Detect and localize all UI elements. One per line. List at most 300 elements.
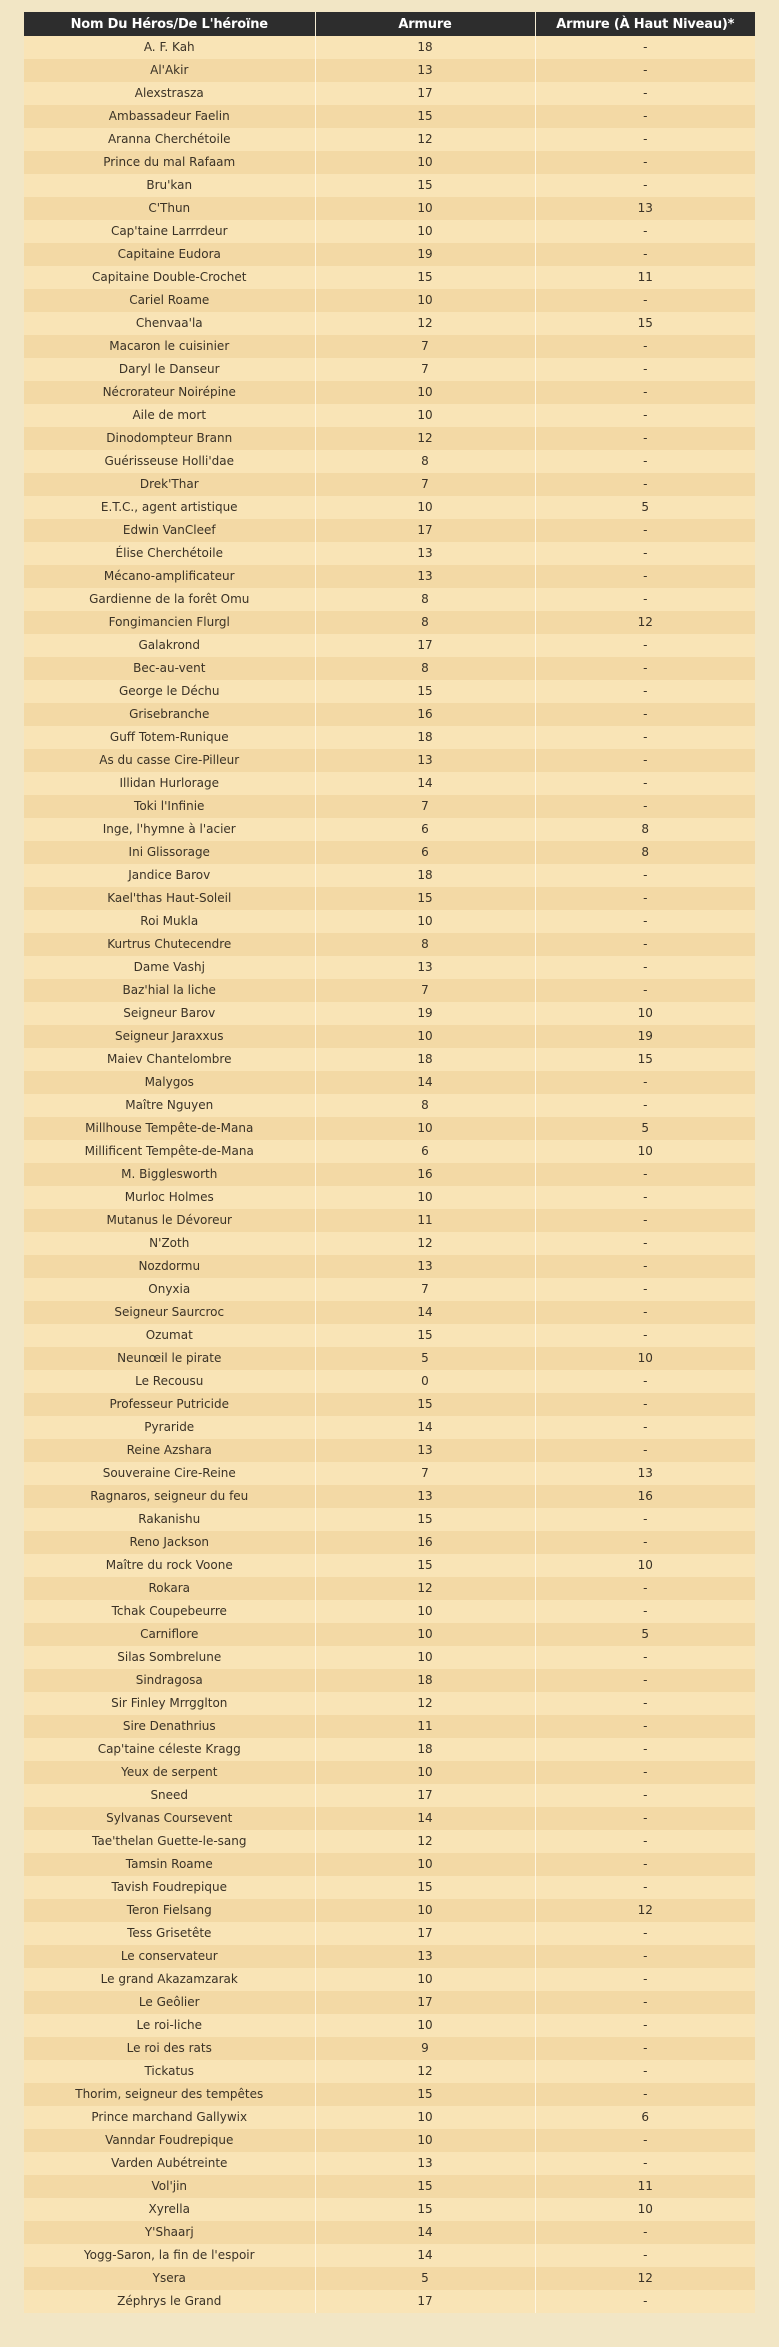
armor-high-level-cell: - <box>535 1922 755 1945</box>
armor-cell: 10 <box>315 151 535 174</box>
table-row <box>24 496 755 519</box>
table-row <box>24 956 755 979</box>
hero-name-cell: Edwin VanCleef <box>24 519 315 542</box>
armor-cell: 19 <box>315 243 535 266</box>
armor-cell: 11 <box>315 1209 535 1232</box>
armor-cell: 0 <box>315 1370 535 1393</box>
armor-cell: 12 <box>315 2060 535 2083</box>
armor-cell: 7 <box>315 1462 535 1485</box>
hero-name-cell: Baz'hial la liche <box>24 979 315 1002</box>
table-row <box>24 657 755 680</box>
armor-high-level-cell: 10 <box>535 1002 755 1025</box>
hero-name-cell: Bru'kan <box>24 174 315 197</box>
table-row <box>24 588 755 611</box>
header-armor: Armure <box>315 12 535 36</box>
header-row <box>24 12 755 36</box>
armor-cell: 16 <box>315 703 535 726</box>
hero-name-cell: Roi Mukla <box>24 910 315 933</box>
armor-high-level-cell: - <box>535 749 755 772</box>
hero-name-cell: Tae'thelan Guette-le-sang <box>24 1830 315 1853</box>
hero-name-cell: Al'Akir <box>24 59 315 82</box>
table-row <box>24 1600 755 1623</box>
hero-name-cell: Cariel Roame <box>24 289 315 312</box>
hero-name-cell: Gardienne de la forêt Omu <box>24 588 315 611</box>
table-row <box>24 1968 755 1991</box>
armor-cell: 10 <box>315 1853 535 1876</box>
armor-high-level-cell: 12 <box>535 611 755 634</box>
hero-name-cell: Sindragosa <box>24 1669 315 1692</box>
hero-name-cell: Dame Vashj <box>24 956 315 979</box>
hero-name-cell: Aranna Cherchétoile <box>24 128 315 151</box>
hero-name-cell: Capitaine Double-Crochet <box>24 266 315 289</box>
hero-name-cell: Tchak Coupebeurre <box>24 1600 315 1623</box>
table-row <box>24 312 755 335</box>
armor-cell: 17 <box>315 519 535 542</box>
armor-high-level-cell: - <box>535 59 755 82</box>
armor-high-level-cell: - <box>535 1531 755 1554</box>
armor-cell: 7 <box>315 1278 535 1301</box>
table-row <box>24 1048 755 1071</box>
table-row <box>24 519 755 542</box>
table-row <box>24 772 755 795</box>
armor-cell: 8 <box>315 657 535 680</box>
hero-name-cell: Drek'Thar <box>24 473 315 496</box>
hero-name-cell: Seigneur Saurcroc <box>24 1301 315 1324</box>
armor-high-level-cell: - <box>535 2221 755 2244</box>
armor-cell: 14 <box>315 1416 535 1439</box>
armor-cell: 15 <box>315 1508 535 1531</box>
armor-cell: 15 <box>315 266 535 289</box>
hero-name-cell: Vanndar Foudrepique <box>24 2129 315 2152</box>
armor-cell: 10 <box>315 1646 535 1669</box>
table-row <box>24 565 755 588</box>
armor-high-level-cell: - <box>535 473 755 496</box>
armor-high-level-cell: - <box>535 1209 755 1232</box>
table-row <box>24 1577 755 1600</box>
table-row <box>24 1186 755 1209</box>
armor-cell: 10 <box>315 1761 535 1784</box>
hero-name-cell: Reno Jackson <box>24 1531 315 1554</box>
armor-cell: 14 <box>315 2221 535 2244</box>
armor-high-level-cell: - <box>535 2060 755 2083</box>
table-row <box>24 36 755 59</box>
armor-high-level-cell: - <box>535 1577 755 1600</box>
table-row <box>24 864 755 887</box>
table-row <box>24 1508 755 1531</box>
table-row <box>24 1347 755 1370</box>
armor-high-level-cell: 5 <box>535 496 755 519</box>
table-row <box>24 1830 755 1853</box>
hero-name-cell: Le roi des rats <box>24 2037 315 2060</box>
armor-high-level-cell: - <box>535 1278 755 1301</box>
table-row <box>24 450 755 473</box>
armor-cell: 18 <box>315 726 535 749</box>
armor-cell: 15 <box>315 1393 535 1416</box>
armor-high-level-cell: - <box>535 105 755 128</box>
armor-cell: 7 <box>315 358 535 381</box>
hero-name-cell: Thorim, seigneur des tempêtes <box>24 2083 315 2106</box>
armor-cell: 5 <box>315 1347 535 1370</box>
armor-cell: 14 <box>315 2244 535 2267</box>
armor-cell: 13 <box>315 59 535 82</box>
armor-high-level-cell: - <box>535 634 755 657</box>
armor-high-level-cell: - <box>535 772 755 795</box>
table-row <box>24 2290 755 2313</box>
table-row <box>24 1209 755 1232</box>
table-row <box>24 2267 755 2290</box>
armor-high-level-cell: 8 <box>535 818 755 841</box>
armor-high-level-cell: - <box>535 2083 755 2106</box>
armor-high-level-cell: - <box>535 1186 755 1209</box>
table-body <box>24 36 755 2313</box>
table-row <box>24 1646 755 1669</box>
header-hero-name: Nom Du Héros/De L'héroïne <box>24 12 315 36</box>
table-row <box>24 2083 755 2106</box>
armor-cell: 10 <box>315 1600 535 1623</box>
hero-name-cell: Macaron le cuisinier <box>24 335 315 358</box>
hero-name-cell: Kurtrus Chutecendre <box>24 933 315 956</box>
armor-cell: 8 <box>315 1094 535 1117</box>
armor-high-level-cell: - <box>535 1968 755 1991</box>
armor-cell: 16 <box>315 1163 535 1186</box>
armor-cell: 10 <box>315 1025 535 1048</box>
armor-cell: 8 <box>315 588 535 611</box>
hero-name-cell: Maiev Chantelombre <box>24 1048 315 1071</box>
hero-name-cell: Teron Fielsang <box>24 1899 315 1922</box>
table-row <box>24 1071 755 1094</box>
armor-cell: 12 <box>315 1692 535 1715</box>
hero-name-cell: M. Bigglesworth <box>24 1163 315 1186</box>
armor-high-level-cell: - <box>535 1600 755 1623</box>
armor-cell: 14 <box>315 1301 535 1324</box>
armor-high-level-cell: - <box>535 2244 755 2267</box>
table-row <box>24 1094 755 1117</box>
table-row <box>24 473 755 496</box>
armor-cell: 10 <box>315 381 535 404</box>
table-row <box>24 1002 755 1025</box>
armor-high-level-cell: - <box>535 1692 755 1715</box>
table-row <box>24 1853 755 1876</box>
armor-cell: 15 <box>315 2083 535 2106</box>
armor-high-level-cell: - <box>535 128 755 151</box>
armor-high-level-cell: - <box>535 956 755 979</box>
hero-name-cell: Tickatus <box>24 2060 315 2083</box>
armor-high-level-cell: - <box>535 1324 755 1347</box>
table-row <box>24 1255 755 1278</box>
heroes-armor-table <box>24 12 755 2313</box>
armor-high-level-cell: 10 <box>535 2198 755 2221</box>
hero-name-cell: Ambassadeur Faelin <box>24 105 315 128</box>
table-row <box>24 1370 755 1393</box>
table-row <box>24 1462 755 1485</box>
armor-high-level-cell: - <box>535 1416 755 1439</box>
armor-cell: 12 <box>315 312 535 335</box>
armor-cell: 13 <box>315 565 535 588</box>
armor-high-level-cell: - <box>535 2290 755 2313</box>
table-row <box>24 795 755 818</box>
armor-high-level-cell: 13 <box>535 197 755 220</box>
armor-high-level-cell: - <box>535 220 755 243</box>
armor-high-level-cell: 11 <box>535 2175 755 2198</box>
armor-high-level-cell: - <box>535 1945 755 1968</box>
hero-name-cell: Guérisseuse Holli'dae <box>24 450 315 473</box>
armor-cell: 17 <box>315 2290 535 2313</box>
table-row <box>24 105 755 128</box>
hero-name-cell: Sylvanas Coursevent <box>24 1807 315 1830</box>
hero-name-cell: Varden Aubétreinte <box>24 2152 315 2175</box>
table-row <box>24 174 755 197</box>
armor-high-level-cell: - <box>535 1853 755 1876</box>
armor-high-level-cell: - <box>535 979 755 1002</box>
armor-cell: 7 <box>315 795 535 818</box>
armor-cell: 8 <box>315 611 535 634</box>
armor-cell: 18 <box>315 1738 535 1761</box>
header-armor-high-level: Armure (À Haut Niveau)* <box>535 12 755 36</box>
hero-name-cell: Élise Cherchétoile <box>24 542 315 565</box>
table-row <box>24 933 755 956</box>
armor-cell: 10 <box>315 220 535 243</box>
armor-cell: 13 <box>315 542 535 565</box>
table-row <box>24 82 755 105</box>
table-row <box>24 1232 755 1255</box>
hero-name-cell: Vol'jin <box>24 2175 315 2198</box>
hero-name-cell: C'Thun <box>24 197 315 220</box>
armor-high-level-cell: - <box>535 82 755 105</box>
hero-name-cell: Prince du mal Rafaam <box>24 151 315 174</box>
armor-high-level-cell: - <box>535 1094 755 1117</box>
armor-high-level-cell: - <box>535 1163 755 1186</box>
table-row <box>24 887 755 910</box>
armor-cell: 12 <box>315 1577 535 1600</box>
table-row <box>24 749 755 772</box>
table-row <box>24 2037 755 2060</box>
hero-name-cell: Professeur Putricide <box>24 1393 315 1416</box>
table-row <box>24 381 755 404</box>
armor-cell: 10 <box>315 910 535 933</box>
armor-high-level-cell: - <box>535 1255 755 1278</box>
hero-name-cell: Cap'taine Larrrdeur <box>24 220 315 243</box>
armor-high-level-cell: 16 <box>535 1485 755 1508</box>
armor-cell: 10 <box>315 1117 535 1140</box>
table-row <box>24 1324 755 1347</box>
armor-cell: 6 <box>315 818 535 841</box>
armor-high-level-cell: - <box>535 887 755 910</box>
hero-name-cell: Sneed <box>24 1784 315 1807</box>
armor-cell: 13 <box>315 1945 535 1968</box>
armor-high-level-cell: - <box>535 1301 755 1324</box>
armor-high-level-cell: - <box>535 1876 755 1899</box>
table-row <box>24 1669 755 1692</box>
hero-name-cell: Ozumat <box>24 1324 315 1347</box>
table-row <box>24 59 755 82</box>
hero-name-cell: Maître Nguyen <box>24 1094 315 1117</box>
table-row <box>24 818 755 841</box>
armor-high-level-cell: - <box>535 1646 755 1669</box>
armor-cell: 14 <box>315 772 535 795</box>
armor-high-level-cell: 5 <box>535 1117 755 1140</box>
hero-name-cell: Jandice Barov <box>24 864 315 887</box>
hero-name-cell: Mutanus le Dévoreur <box>24 1209 315 1232</box>
table-row <box>24 427 755 450</box>
armor-cell: 18 <box>315 1669 535 1692</box>
hero-name-cell: Neunœil le pirate <box>24 1347 315 1370</box>
armor-cell: 7 <box>315 473 535 496</box>
armor-high-level-cell: - <box>535 1715 755 1738</box>
armor-cell: 14 <box>315 1807 535 1830</box>
hero-name-cell: Nozdormu <box>24 1255 315 1278</box>
table-row <box>24 2244 755 2267</box>
armor-high-level-cell: - <box>535 588 755 611</box>
table-row <box>24 1117 755 1140</box>
armor-high-level-cell: - <box>535 450 755 473</box>
armor-cell: 17 <box>315 82 535 105</box>
table-row <box>24 680 755 703</box>
armor-high-level-cell: 8 <box>535 841 755 864</box>
hero-name-cell: Silas Sombrelune <box>24 1646 315 1669</box>
table-row <box>24 2198 755 2221</box>
hero-name-cell: Reine Azshara <box>24 1439 315 1462</box>
hero-name-cell: Mécano-amplificateur <box>24 565 315 588</box>
armor-cell: 13 <box>315 1485 535 1508</box>
table-row <box>24 151 755 174</box>
table-row <box>24 1876 755 1899</box>
armor-cell: 15 <box>315 174 535 197</box>
hero-name-cell: Daryl le Danseur <box>24 358 315 381</box>
armor-high-level-cell: 10 <box>535 1140 755 1163</box>
armor-high-level-cell: - <box>535 1439 755 1462</box>
table-row <box>24 1623 755 1646</box>
armor-high-level-cell: - <box>535 174 755 197</box>
hero-name-cell: Guff Totem-Runique <box>24 726 315 749</box>
table-row <box>24 1784 755 1807</box>
armor-high-level-cell: - <box>535 2152 755 2175</box>
armor-cell: 10 <box>315 2129 535 2152</box>
table-row <box>24 1485 755 1508</box>
heroes-armor-table-container <box>24 12 755 2313</box>
armor-cell: 15 <box>315 1554 535 1577</box>
hero-name-cell: Ragnaros, seigneur du feu <box>24 1485 315 1508</box>
hero-name-cell: Grisebranche <box>24 703 315 726</box>
armor-cell: 7 <box>315 335 535 358</box>
hero-name-cell: Kael'thas Haut-Soleil <box>24 887 315 910</box>
hero-name-cell: Malygos <box>24 1071 315 1094</box>
table-header <box>24 12 755 36</box>
armor-high-level-cell: - <box>535 1508 755 1531</box>
armor-cell: 13 <box>315 1255 535 1278</box>
armor-high-level-cell: - <box>535 864 755 887</box>
armor-high-level-cell: - <box>535 358 755 381</box>
armor-high-level-cell: 6 <box>535 2106 755 2129</box>
armor-cell: 16 <box>315 1531 535 1554</box>
armor-cell: 10 <box>315 289 535 312</box>
hero-name-cell: Bec-au-vent <box>24 657 315 680</box>
armor-cell: 17 <box>315 1784 535 1807</box>
table-row <box>24 2129 755 2152</box>
armor-high-level-cell: - <box>535 1071 755 1094</box>
hero-name-cell: Sire Denathrius <box>24 1715 315 1738</box>
armor-high-level-cell: - <box>535 933 755 956</box>
hero-name-cell: Ysera <box>24 2267 315 2290</box>
armor-cell: 11 <box>315 1715 535 1738</box>
hero-name-cell: N'Zoth <box>24 1232 315 1255</box>
armor-high-level-cell: - <box>535 289 755 312</box>
armor-high-level-cell: - <box>535 680 755 703</box>
hero-name-cell: E.T.C., agent artistique <box>24 496 315 519</box>
armor-high-level-cell: - <box>535 1991 755 2014</box>
table-row <box>24 841 755 864</box>
hero-name-cell: Le conservateur <box>24 1945 315 1968</box>
armor-high-level-cell: - <box>535 1370 755 1393</box>
hero-name-cell: Rokara <box>24 1577 315 1600</box>
table-row <box>24 726 755 749</box>
hero-name-cell: Murloc Holmes <box>24 1186 315 1209</box>
table-row <box>24 289 755 312</box>
table-row <box>24 1922 755 1945</box>
armor-cell: 6 <box>315 841 535 864</box>
armor-high-level-cell: - <box>535 1807 755 1830</box>
hero-name-cell: Rakanishu <box>24 1508 315 1531</box>
table-row <box>24 634 755 657</box>
armor-cell: 10 <box>315 404 535 427</box>
hero-name-cell: Prince marchand Gallywix <box>24 2106 315 2129</box>
armor-high-level-cell: - <box>535 519 755 542</box>
armor-cell: 13 <box>315 749 535 772</box>
armor-high-level-cell: - <box>535 542 755 565</box>
hero-name-cell: Aile de mort <box>24 404 315 427</box>
table-row <box>24 542 755 565</box>
hero-name-cell: George le Déchu <box>24 680 315 703</box>
armor-cell: 5 <box>315 2267 535 2290</box>
table-row <box>24 1301 755 1324</box>
armor-high-level-cell: 12 <box>535 1899 755 1922</box>
armor-high-level-cell: - <box>535 2129 755 2152</box>
hero-name-cell: Inge, l'hymne à l'acier <box>24 818 315 841</box>
hero-name-cell: Tess Grisetête <box>24 1922 315 1945</box>
table-row <box>24 1439 755 1462</box>
hero-name-cell: Alexstrasza <box>24 82 315 105</box>
hero-name-cell: Carniflore <box>24 1623 315 1646</box>
hero-name-cell: Fongimancien Flurgl <box>24 611 315 634</box>
armor-high-level-cell: - <box>535 427 755 450</box>
hero-name-cell: Galakrond <box>24 634 315 657</box>
armor-cell: 15 <box>315 680 535 703</box>
table-row <box>24 1945 755 1968</box>
armor-cell: 12 <box>315 427 535 450</box>
hero-name-cell: Le grand Akazamzarak <box>24 1968 315 1991</box>
table-row <box>24 1715 755 1738</box>
hero-name-cell: Nécrorateur Noirépine <box>24 381 315 404</box>
armor-cell: 15 <box>315 2175 535 2198</box>
table-row <box>24 2106 755 2129</box>
armor-high-level-cell: 5 <box>535 1623 755 1646</box>
armor-cell: 13 <box>315 956 535 979</box>
hero-name-cell: Millificent Tempête-de-Mana <box>24 1140 315 1163</box>
hero-name-cell: Tamsin Roame <box>24 1853 315 1876</box>
table-row <box>24 1393 755 1416</box>
hero-name-cell: Zéphrys le Grand <box>24 2290 315 2313</box>
armor-cell: 13 <box>315 1439 535 1462</box>
table-row <box>24 1531 755 1554</box>
armor-high-level-cell: - <box>535 404 755 427</box>
armor-high-level-cell: - <box>535 795 755 818</box>
hero-name-cell: Maître du rock Voone <box>24 1554 315 1577</box>
hero-name-cell: Pyraride <box>24 1416 315 1439</box>
hero-name-cell: Yeux de serpent <box>24 1761 315 1784</box>
table-row <box>24 1991 755 2014</box>
armor-high-level-cell: 15 <box>535 1048 755 1071</box>
armor-high-level-cell: - <box>535 243 755 266</box>
table-row <box>24 2221 755 2244</box>
